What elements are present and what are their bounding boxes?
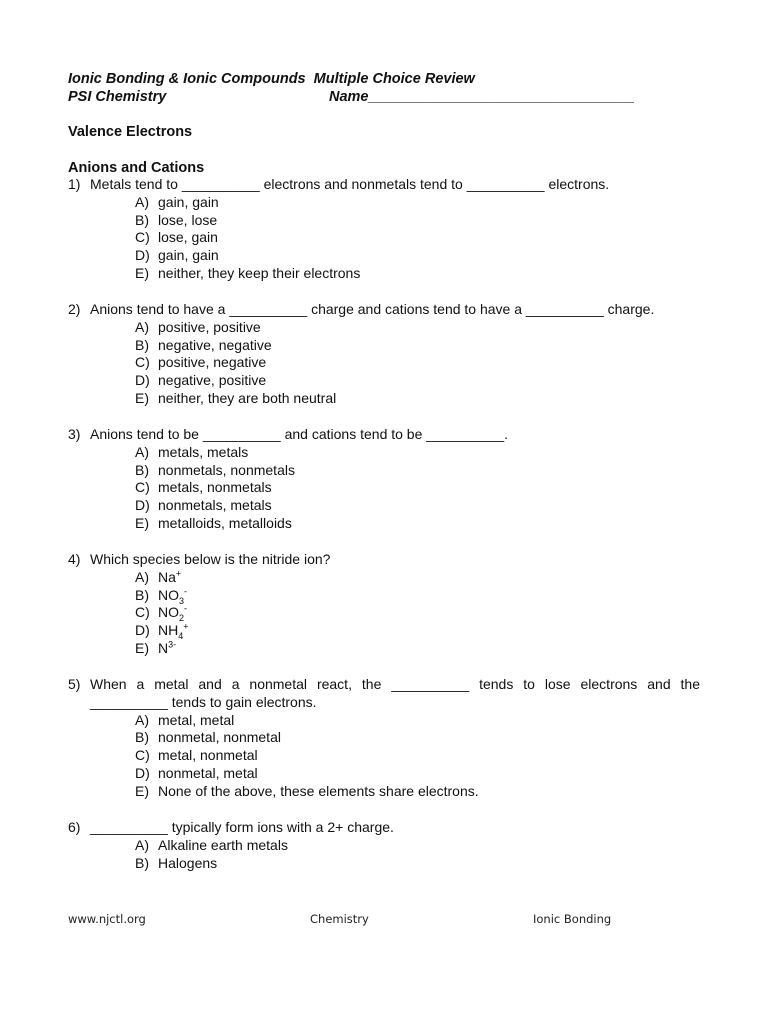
answer-option[interactable]: [135, 462, 700, 480]
option-letter: E): [135, 782, 149, 799]
option-letter: D): [135, 247, 150, 264]
answer-option[interactable]: [135, 747, 700, 765]
footer-unit: Ionic Bonding: [533, 912, 612, 926]
answer-option[interactable]: [135, 783, 700, 801]
question-2: [68, 301, 700, 408]
option-letter: C): [135, 229, 150, 246]
answer-option[interactable]: [135, 337, 700, 355]
answer-options: [68, 712, 700, 801]
ion-formula: [158, 569, 181, 587]
option-text: lose, gain: [158, 229, 218, 246]
answer-option[interactable]: [135, 729, 700, 747]
option-text: nonmetals, nonmetals: [158, 461, 295, 478]
option-letter: D): [135, 497, 150, 514]
question-text-line-1: When a metal and a nonmetal react, the __________ tends to lose electrons and the: [90, 676, 700, 692]
question-text: __________ typically form ions with a 2+ charge.: [90, 819, 394, 835]
option-letter: E): [135, 264, 149, 281]
ion-formula: [158, 604, 187, 622]
question-number: 6): [68, 819, 81, 835]
option-text: metals, metals: [158, 443, 249, 460]
answer-options: [68, 837, 700, 873]
option-text: metalloids, metalloids: [158, 514, 292, 531]
question-text: Which species below is the nitride ion?: [90, 551, 331, 567]
answer-option[interactable]: [135, 354, 700, 372]
question-number: 4): [68, 551, 81, 567]
ion-formula: [158, 622, 189, 640]
answer-option[interactable]: [135, 765, 700, 783]
answer-option[interactable]: [135, 640, 700, 658]
option-text: None of the above, these elements share electrons.: [158, 782, 479, 799]
answer-options: [68, 444, 700, 533]
answer-option[interactable]: [135, 212, 700, 230]
ion-formula: [158, 587, 187, 605]
answer-option[interactable]: [135, 569, 700, 587]
option-letter: E): [135, 514, 149, 531]
answer-option[interactable]: [135, 247, 700, 265]
question-number: 3): [68, 426, 81, 442]
option-letter: C): [135, 479, 150, 496]
formula-charge: 3-: [168, 639, 177, 650]
option-text: gain, gain: [158, 193, 219, 210]
formula-base: NH: [158, 622, 179, 639]
answer-option[interactable]: [135, 855, 700, 873]
answer-option[interactable]: [135, 390, 700, 408]
answer-option[interactable]: [135, 712, 700, 730]
question-number: 1): [68, 176, 81, 192]
option-text: neither, they keep their electrons: [158, 264, 361, 281]
formula-charge: +: [175, 568, 182, 579]
option-text: negative, negative: [158, 336, 272, 353]
question-number: 5): [68, 676, 81, 692]
answer-option[interactable]: [135, 479, 700, 497]
formula-subscript: 3: [179, 595, 185, 606]
worksheet-title: Ionic Bonding & Ionic Compounds Multiple Choice Review: [68, 71, 475, 87]
formula-subscript: 2: [179, 613, 185, 624]
question-text: Metals tend to __________ electrons and nonmetals tend to __________ electrons.: [90, 176, 610, 192]
formula-base: NO: [158, 604, 179, 621]
ion-formula: [158, 640, 176, 658]
option-letter: A): [135, 568, 149, 585]
option-letter: E): [135, 389, 149, 406]
option-text: positive, negative: [158, 354, 267, 371]
answer-option[interactable]: [135, 229, 700, 247]
answer-option[interactable]: [135, 319, 700, 337]
option-letter: D): [135, 764, 150, 781]
formula-base: Na: [158, 568, 176, 585]
question-1: [68, 176, 700, 283]
option-text: Halogens: [158, 854, 218, 871]
option-letter: C): [135, 747, 150, 764]
option-letter: D): [135, 622, 150, 639]
footer-subject: Chemistry: [310, 912, 369, 926]
answer-options: [68, 569, 700, 658]
formula-charge: +: [183, 621, 189, 632]
formula-base: N: [158, 639, 169, 656]
answer-option[interactable]: [135, 194, 700, 212]
option-letter: E): [135, 639, 149, 656]
option-letter: A): [135, 711, 149, 728]
option-text: gain, gain: [158, 247, 219, 264]
section-heading-anions-cations: Anions and Cations: [68, 160, 205, 176]
answer-option[interactable]: [135, 622, 700, 640]
option-text: lose, lose: [158, 211, 218, 228]
question-text: Anions tend to be __________ and cations tend to be __________.: [90, 426, 509, 442]
formula-charge: -: [184, 603, 188, 614]
option-letter: D): [135, 372, 150, 389]
option-letter: A): [135, 193, 149, 210]
option-text: nonmetal, metal: [158, 764, 258, 781]
option-letter: B): [135, 461, 149, 478]
section-heading-valence: Valence Electrons: [68, 124, 193, 140]
option-letter: B): [135, 211, 149, 228]
option-letter: A): [135, 836, 149, 853]
option-text: nonmetal, nonmetal: [158, 729, 281, 746]
option-letter: B): [135, 586, 149, 603]
question-3: [68, 426, 700, 533]
option-text: metal, nonmetal: [158, 747, 258, 764]
question-4: [68, 551, 700, 658]
footer-website: www.njctl.org: [68, 912, 146, 926]
answer-option[interactable]: [135, 515, 700, 533]
question-number: 2): [68, 301, 81, 317]
option-letter: B): [135, 729, 149, 746]
answer-option[interactable]: [135, 265, 700, 283]
option-letter: A): [135, 318, 149, 335]
course-label: PSI Chemistry: [68, 89, 167, 105]
formula-charge: -: [184, 585, 188, 596]
option-text: metals, nonmetals: [158, 479, 272, 496]
option-text: Alkaline earth metals: [158, 836, 288, 853]
question-text: Anions tend to have a __________ charge and cations tend to have a __________ charge.: [90, 301, 655, 317]
option-letter: C): [135, 604, 150, 621]
option-letter: B): [135, 854, 149, 871]
option-text: positive, positive: [158, 318, 261, 335]
option-letter: A): [135, 443, 149, 460]
option-letter: B): [135, 336, 149, 353]
option-text: metal, metal: [158, 711, 235, 728]
formula-base: NO: [158, 586, 179, 603]
answer-options: [68, 194, 700, 283]
option-text: negative, positive: [158, 372, 267, 389]
answer-option[interactable]: [135, 604, 700, 622]
answer-options: [68, 319, 700, 408]
answer-option[interactable]: [135, 837, 700, 855]
formula-subscript: 4: [178, 630, 184, 641]
question-6: [68, 819, 700, 872]
option-text: nonmetals, metals: [158, 497, 272, 514]
question-5: [68, 676, 700, 801]
answer-option[interactable]: [135, 587, 700, 605]
option-letter: C): [135, 354, 150, 371]
answer-option[interactable]: [135, 444, 700, 462]
name-field-label: Name_________________________________: [329, 89, 635, 105]
answer-option[interactable]: [135, 497, 700, 515]
option-text: neither, they are both neutral: [158, 389, 337, 406]
question-text-line-2: __________ tends to gain electrons.: [90, 693, 317, 710]
answer-option[interactable]: [135, 372, 700, 390]
